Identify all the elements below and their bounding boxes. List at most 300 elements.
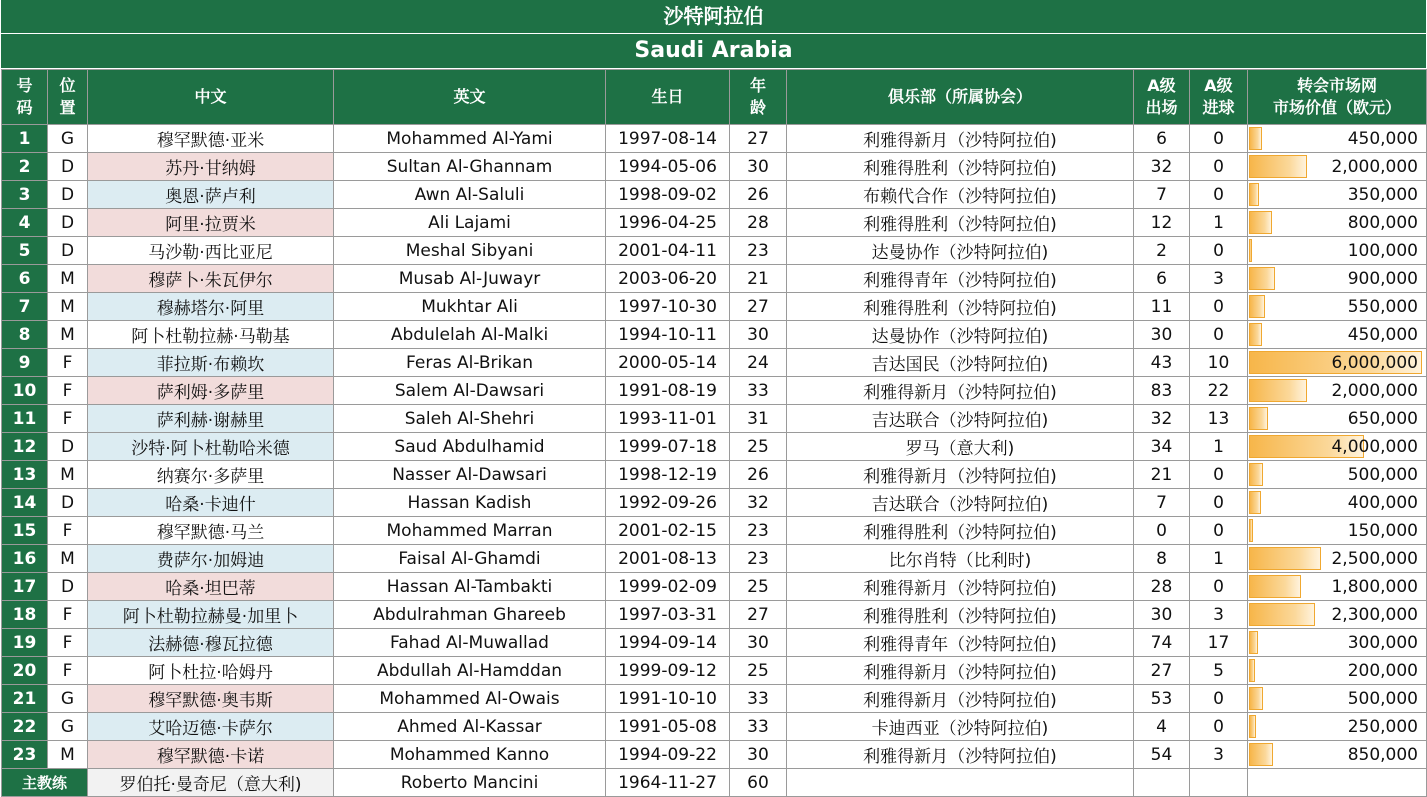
player-chinese-name[interactable]: 穆罕默德·奥韦斯 — [88, 685, 334, 713]
player-age[interactable]: 33 — [730, 713, 787, 741]
player-chinese-name[interactable]: 阿卜杜勒拉赫·马勒基 — [88, 321, 334, 349]
player-goals[interactable]: 0 — [1190, 153, 1248, 181]
header-age[interactable]: 年 龄 — [730, 70, 787, 125]
value-data-bar — [1249, 715, 1256, 738]
player-number[interactable]: 12 — [2, 433, 48, 461]
player-position[interactable]: F — [48, 377, 88, 405]
player-age[interactable]: 27 — [730, 601, 787, 629]
title-english[interactable]: Saudi Arabia — [1, 34, 1426, 69]
player-position[interactable]: F — [48, 517, 88, 545]
player-number[interactable]: 11 — [2, 405, 48, 433]
player-chinese-name[interactable]: 沙特·阿卜杜勒哈米德 — [88, 433, 334, 461]
table-row — [2, 377, 1427, 405]
player-goals[interactable]: 3 — [1190, 601, 1248, 629]
header-club[interactable]: 俱乐部（所属协会） — [787, 70, 1134, 125]
player-number[interactable]: 14 — [2, 489, 48, 517]
value-data-bar — [1249, 547, 1321, 570]
value-data-bar — [1249, 155, 1307, 178]
player-age[interactable]: 33 — [730, 685, 787, 713]
value-data-bar — [1249, 659, 1255, 682]
player-goals[interactable]: 1 — [1190, 209, 1248, 237]
player-market-value[interactable] — [1248, 461, 1427, 489]
player-caps[interactable]: 0 — [1134, 517, 1190, 545]
player-birthday[interactable]: 1994-05-06 — [606, 153, 730, 181]
player-number[interactable]: 18 — [2, 601, 48, 629]
player-club[interactable]: 吉达国民（沙特阿拉伯) — [787, 349, 1134, 377]
table-row — [2, 657, 1427, 685]
player-position[interactable]: F — [48, 405, 88, 433]
player-birthday[interactable]: 1999-07-18 — [606, 433, 730, 461]
player-position[interactable]: D — [48, 489, 88, 517]
player-english-name[interactable]: Mohammed Marran — [334, 517, 606, 545]
player-chinese-name[interactable]: 费萨尔·加姆迪 — [88, 545, 334, 573]
player-number[interactable]: 3 — [2, 181, 48, 209]
player-chinese-name[interactable]: 阿里·拉贾米 — [88, 209, 334, 237]
player-caps[interactable]: 34 — [1134, 433, 1190, 461]
player-number[interactable]: 17 — [2, 573, 48, 601]
player-caps[interactable]: 32 — [1134, 153, 1190, 181]
header-caps[interactable]: A级 出场 — [1134, 70, 1190, 125]
player-english-name[interactable]: Saud Abdulhamid — [334, 433, 606, 461]
player-caps[interactable]: 21 — [1134, 461, 1190, 489]
player-number[interactable]: 22 — [2, 713, 48, 741]
player-goals[interactable]: 3 — [1190, 265, 1248, 293]
player-club[interactable]: 利雅得新月（沙特阿拉伯) — [787, 685, 1134, 713]
value-data-bar — [1249, 239, 1252, 262]
player-position[interactable]: M — [48, 461, 88, 489]
player-number[interactable]: 5 — [2, 237, 48, 265]
player-market-value[interactable] — [1248, 405, 1427, 433]
player-chinese-name[interactable]: 萨利姆·多萨里 — [88, 377, 334, 405]
player-market-value[interactable] — [1248, 349, 1427, 377]
player-chinese-name[interactable]: 穆罕默德·马兰 — [88, 517, 334, 545]
player-caps[interactable]: 8 — [1134, 545, 1190, 573]
player-market-value[interactable] — [1248, 489, 1427, 517]
player-english-name[interactable]: Saleh Al-Shehri — [334, 405, 606, 433]
player-position[interactable]: D — [48, 181, 88, 209]
player-market-value[interactable] — [1248, 713, 1427, 741]
player-caps[interactable]: 6 — [1134, 125, 1190, 153]
player-position[interactable]: F — [48, 349, 88, 377]
empty-cell[interactable] — [787, 769, 1134, 797]
player-club[interactable]: 吉达联合（沙特阿拉伯) — [787, 489, 1134, 517]
player-birthday[interactable]: 1997-10-30 — [606, 293, 730, 321]
player-goals[interactable]: 0 — [1190, 713, 1248, 741]
table-row — [2, 125, 1427, 153]
table-row — [2, 517, 1427, 545]
player-market-value[interactable] — [1248, 125, 1427, 153]
player-birthday[interactable]: 1991-08-19 — [606, 377, 730, 405]
player-number[interactable]: 1 — [2, 125, 48, 153]
value-text: 6,000,000 — [1331, 352, 1418, 373]
player-goals[interactable]: 0 — [1190, 293, 1248, 321]
table-row — [2, 433, 1427, 461]
player-market-value[interactable] — [1248, 293, 1427, 321]
player-position[interactable]: M — [48, 265, 88, 293]
player-goals[interactable]: 13 — [1190, 405, 1248, 433]
player-position[interactable]: G — [48, 713, 88, 741]
player-caps[interactable]: 7 — [1134, 181, 1190, 209]
player-caps[interactable]: 7 — [1134, 489, 1190, 517]
player-position[interactable]: G — [48, 125, 88, 153]
player-club[interactable]: 利雅得胜利（沙特阿拉伯) — [787, 517, 1134, 545]
roster-table — [1, 69, 1427, 797]
value-data-bar — [1249, 295, 1265, 318]
player-english-name[interactable]: Sultan Al-Ghannam — [334, 153, 606, 181]
player-english-name[interactable]: Hassan Kadish — [334, 489, 606, 517]
player-english-name[interactable]: Musab Al-Juwayr — [334, 265, 606, 293]
player-goals[interactable]: 0 — [1190, 181, 1248, 209]
player-club[interactable]: 比尔肖特（比利时) — [787, 545, 1134, 573]
player-english-name[interactable]: Meshal Sibyani — [334, 237, 606, 265]
player-birthday[interactable]: 1998-09-02 — [606, 181, 730, 209]
player-position[interactable]: M — [48, 545, 88, 573]
player-birthday[interactable]: 1991-05-08 — [606, 713, 730, 741]
player-market-value[interactable] — [1248, 573, 1427, 601]
player-caps[interactable]: 32 — [1134, 405, 1190, 433]
player-english-name[interactable]: Ahmed Al-Kassar — [334, 713, 606, 741]
value-data-bar — [1249, 491, 1261, 514]
player-age[interactable]: 30 — [730, 321, 787, 349]
player-position[interactable]: M — [48, 321, 88, 349]
player-club[interactable]: 利雅得新月（沙特阿拉伯) — [787, 125, 1134, 153]
player-birthday[interactable]: 1999-02-09 — [606, 573, 730, 601]
player-goals[interactable]: 0 — [1190, 321, 1248, 349]
player-club[interactable]: 利雅得青年（沙特阿拉伯) — [787, 629, 1134, 657]
value-text: 900,000 — [1347, 268, 1418, 289]
player-chinese-name[interactable]: 穆罕默德·亚米 — [88, 125, 334, 153]
header-number[interactable]: 号 码 — [2, 70, 48, 125]
value-text: 300,000 — [1347, 632, 1418, 653]
player-goals[interactable]: 5 — [1190, 657, 1248, 685]
player-birthday[interactable]: 1993-11-01 — [606, 405, 730, 433]
player-chinese-name[interactable]: 穆赫塔尔·阿里 — [88, 293, 334, 321]
player-club[interactable]: 利雅得新月（沙特阿拉伯) — [787, 573, 1134, 601]
player-english-name[interactable]: Ali Lajami — [334, 209, 606, 237]
player-market-value[interactable] — [1248, 517, 1427, 545]
value-text: 650,000 — [1347, 408, 1418, 429]
table-row — [2, 629, 1427, 657]
value-text: 2,300,000 — [1331, 604, 1418, 625]
player-birthday[interactable]: 2000-05-14 — [606, 349, 730, 377]
coach-english-name[interactable]: Roberto Mancini — [334, 769, 606, 797]
player-chinese-name[interactable]: 穆萨卜·朱瓦伊尔 — [88, 265, 334, 293]
player-market-value[interactable] — [1248, 629, 1427, 657]
player-caps[interactable]: 28 — [1134, 573, 1190, 601]
player-number[interactable]: 19 — [2, 629, 48, 657]
player-club[interactable]: 利雅得胜利（沙特阿拉伯) — [787, 601, 1134, 629]
player-age[interactable]: 27 — [730, 293, 787, 321]
player-age[interactable]: 21 — [730, 265, 787, 293]
player-english-name[interactable]: Abdullah Al-Hamddan — [334, 657, 606, 685]
player-goals[interactable]: 1 — [1190, 433, 1248, 461]
player-english-name[interactable]: Mukhtar Ali — [334, 293, 606, 321]
player-club[interactable]: 罗马（意大利) — [787, 433, 1134, 461]
player-birthday[interactable]: 1997-08-14 — [606, 125, 730, 153]
value-data-bar — [1249, 519, 1253, 542]
player-chinese-name[interactable]: 苏丹·甘纳姆 — [88, 153, 334, 181]
player-number[interactable]: 16 — [2, 545, 48, 573]
player-position[interactable]: G — [48, 685, 88, 713]
player-club[interactable]: 利雅得青年（沙特阿拉伯) — [787, 265, 1134, 293]
player-position[interactable]: D — [48, 433, 88, 461]
table-row — [2, 153, 1427, 181]
player-caps[interactable]: 6 — [1134, 265, 1190, 293]
player-position[interactable]: M — [48, 293, 88, 321]
table-row — [2, 209, 1427, 237]
player-number[interactable]: 20 — [2, 657, 48, 685]
player-position[interactable]: M — [48, 741, 88, 769]
player-market-value[interactable] — [1248, 209, 1427, 237]
player-chinese-name[interactable]: 马沙勒·西比亚尼 — [88, 237, 334, 265]
player-position[interactable]: F — [48, 629, 88, 657]
player-club[interactable]: 利雅得胜利（沙特阿拉伯) — [787, 293, 1134, 321]
player-chinese-name[interactable]: 菲拉斯·布赖坎 — [88, 349, 334, 377]
player-caps[interactable]: 54 — [1134, 741, 1190, 769]
player-chinese-name[interactable]: 奥恩·萨卢利 — [88, 181, 334, 209]
player-birthday[interactable]: 2001-04-11 — [606, 237, 730, 265]
player-english-name[interactable]: Abdulrahman Ghareeb — [334, 601, 606, 629]
header-position[interactable]: 位 置 — [48, 70, 88, 125]
player-age[interactable]: 30 — [730, 629, 787, 657]
player-english-name[interactable]: Mohammed Al-Yami — [334, 125, 606, 153]
player-market-value[interactable] — [1248, 237, 1427, 265]
player-english-name[interactable]: Hassan Al-Tambakti — [334, 573, 606, 601]
player-position[interactable]: D — [48, 209, 88, 237]
player-market-value[interactable] — [1248, 181, 1427, 209]
empty-cell[interactable] — [1190, 769, 1248, 797]
value-data-bar — [1249, 463, 1263, 486]
player-caps[interactable]: 53 — [1134, 685, 1190, 713]
player-birthday[interactable]: 1994-09-22 — [606, 741, 730, 769]
player-club[interactable]: 吉达联合（沙特阿拉伯) — [787, 405, 1134, 433]
player-market-value[interactable] — [1248, 741, 1427, 769]
player-caps[interactable]: 30 — [1134, 321, 1190, 349]
player-goals[interactable]: 0 — [1190, 685, 1248, 713]
table-row — [2, 293, 1427, 321]
player-caps[interactable]: 4 — [1134, 713, 1190, 741]
player-goals[interactable]: 1 — [1190, 545, 1248, 573]
player-goals[interactable]: 3 — [1190, 741, 1248, 769]
coach-age[interactable]: 60 — [730, 769, 787, 797]
player-birthday[interactable]: 2001-02-15 — [606, 517, 730, 545]
player-number[interactable]: 15 — [2, 517, 48, 545]
coach-birthday[interactable]: 1964-11-27 — [606, 769, 730, 797]
player-age[interactable]: 23 — [730, 237, 787, 265]
value-text: 800,000 — [1347, 212, 1418, 233]
player-birthday[interactable]: 1992-09-26 — [606, 489, 730, 517]
value-text: 400,000 — [1347, 492, 1418, 513]
player-age[interactable]: 25 — [730, 657, 787, 685]
player-birthday[interactable]: 2001-08-13 — [606, 545, 730, 573]
player-number[interactable]: 4 — [2, 209, 48, 237]
player-position[interactable]: F — [48, 657, 88, 685]
table-row — [2, 741, 1427, 769]
table-row — [2, 601, 1427, 629]
player-chinese-name[interactable]: 穆罕默德·卡诺 — [88, 741, 334, 769]
player-age[interactable]: 33 — [730, 377, 787, 405]
table-row — [2, 237, 1427, 265]
value-data-bar — [1249, 267, 1275, 290]
player-number[interactable]: 7 — [2, 293, 48, 321]
player-age[interactable]: 24 — [730, 349, 787, 377]
value-data-bar — [1249, 211, 1272, 234]
player-english-name[interactable]: Salem Al-Dawsari — [334, 377, 606, 405]
player-club[interactable]: 卡迪西亚（沙特阿拉伯) — [787, 713, 1134, 741]
player-age[interactable]: 26 — [730, 461, 787, 489]
player-english-name[interactable]: Mohammed Kanno — [334, 741, 606, 769]
player-age[interactable]: 27 — [730, 125, 787, 153]
value-text: 350,000 — [1347, 184, 1418, 205]
table-row — [2, 349, 1427, 377]
player-market-value[interactable] — [1248, 377, 1427, 405]
player-number[interactable]: 10 — [2, 377, 48, 405]
player-birthday[interactable]: 2003-06-20 — [606, 265, 730, 293]
player-club[interactable]: 达曼协作（沙特阿拉伯) — [787, 237, 1134, 265]
header-market-value[interactable]: 转会市场网 市场价值（欧元） — [1248, 70, 1427, 125]
player-club[interactable]: 达曼协作（沙特阿拉伯) — [787, 321, 1134, 349]
table-row — [2, 685, 1427, 713]
player-goals[interactable]: 17 — [1190, 629, 1248, 657]
player-market-value[interactable] — [1248, 685, 1427, 713]
table-row — [2, 545, 1427, 573]
coach-chinese-name[interactable]: 罗伯托·曼奇尼（意大利) — [88, 769, 334, 797]
player-goals[interactable]: 0 — [1190, 517, 1248, 545]
player-chinese-name[interactable]: 法赫德·穆瓦拉德 — [88, 629, 334, 657]
player-market-value[interactable] — [1248, 601, 1427, 629]
player-age[interactable]: 23 — [730, 545, 787, 573]
table-row — [2, 405, 1427, 433]
table-row — [2, 181, 1427, 209]
player-caps[interactable]: 11 — [1134, 293, 1190, 321]
player-age[interactable]: 26 — [730, 181, 787, 209]
player-club[interactable]: 利雅得新月（沙特阿拉伯) — [787, 377, 1134, 405]
player-birthday[interactable]: 1994-09-14 — [606, 629, 730, 657]
value-data-bar — [1249, 379, 1307, 402]
player-club[interactable]: 利雅得胜利（沙特阿拉伯) — [787, 153, 1134, 181]
player-club[interactable]: 利雅得胜利（沙特阿拉伯) — [787, 209, 1134, 237]
player-caps[interactable]: 74 — [1134, 629, 1190, 657]
player-goals[interactable]: 10 — [1190, 349, 1248, 377]
player-caps[interactable]: 83 — [1134, 377, 1190, 405]
player-club[interactable]: 利雅得新月（沙特阿拉伯) — [787, 657, 1134, 685]
player-market-value[interactable] — [1248, 153, 1427, 181]
player-market-value[interactable] — [1248, 433, 1427, 461]
player-market-value[interactable] — [1248, 657, 1427, 685]
player-position[interactable]: D — [48, 237, 88, 265]
player-position[interactable]: D — [48, 573, 88, 601]
player-english-name[interactable]: Abdulelah Al-Malki — [334, 321, 606, 349]
value-data-bar — [1249, 407, 1268, 430]
player-age[interactable]: 28 — [730, 209, 787, 237]
player-number[interactable]: 23 — [2, 741, 48, 769]
player-number[interactable]: 2 — [2, 153, 48, 181]
value-data-bar — [1249, 183, 1259, 206]
table-row — [2, 321, 1427, 349]
empty-cell[interactable] — [1248, 769, 1427, 797]
player-market-value[interactable] — [1248, 545, 1427, 573]
player-club[interactable]: 利雅得新月（沙特阿拉伯) — [787, 741, 1134, 769]
player-chinese-name[interactable]: 萨利赫·谢赫里 — [88, 405, 334, 433]
player-club[interactable]: 布赖代合作（沙特阿拉伯) — [787, 181, 1134, 209]
player-position[interactable]: F — [48, 601, 88, 629]
header-birthday[interactable]: 生日 — [606, 70, 730, 125]
player-english-name[interactable]: Awn Al-Saluli — [334, 181, 606, 209]
player-chinese-name[interactable]: 阿卜杜拉·哈姆丹 — [88, 657, 334, 685]
value-text: 100,000 — [1347, 240, 1418, 261]
player-number[interactable]: 13 — [2, 461, 48, 489]
player-age[interactable]: 23 — [730, 517, 787, 545]
value-text: 2,000,000 — [1331, 380, 1418, 401]
player-market-value[interactable] — [1248, 265, 1427, 293]
player-english-name[interactable]: Fahad Al-Muwallad — [334, 629, 606, 657]
header-chinese-name[interactable]: 中文 — [88, 70, 334, 125]
player-birthday[interactable]: 1991-10-10 — [606, 685, 730, 713]
player-number[interactable]: 8 — [2, 321, 48, 349]
player-chinese-name[interactable]: 艾哈迈德·卡萨尔 — [88, 713, 334, 741]
player-market-value[interactable] — [1248, 321, 1427, 349]
value-text: 250,000 — [1347, 716, 1418, 737]
title-chinese[interactable]: 沙特阿拉伯 — [1, 0, 1426, 34]
value-text: 450,000 — [1347, 324, 1418, 345]
player-chinese-name[interactable]: 哈桑·卡迪什 — [88, 489, 334, 517]
player-goals[interactable]: 0 — [1190, 461, 1248, 489]
value-data-bar — [1249, 687, 1263, 710]
player-chinese-name[interactable]: 纳赛尔·多萨里 — [88, 461, 334, 489]
player-age[interactable]: 30 — [730, 741, 787, 769]
value-text: 500,000 — [1347, 464, 1418, 485]
header-english-name[interactable]: 英文 — [334, 70, 606, 125]
player-age[interactable]: 30 — [730, 153, 787, 181]
coach-label[interactable]: 主教练 — [2, 769, 88, 797]
player-club[interactable]: 利雅得新月（沙特阿拉伯) — [787, 461, 1134, 489]
player-age[interactable]: 25 — [730, 573, 787, 601]
player-age[interactable]: 32 — [730, 489, 787, 517]
player-caps[interactable]: 27 — [1134, 657, 1190, 685]
player-goals[interactable]: 22 — [1190, 377, 1248, 405]
player-birthday[interactable]: 1998-12-19 — [606, 461, 730, 489]
player-number[interactable]: 21 — [2, 685, 48, 713]
value-text: 4,000,000 — [1331, 436, 1418, 457]
player-caps[interactable]: 43 — [1134, 349, 1190, 377]
player-goals[interactable]: 0 — [1190, 573, 1248, 601]
player-goals[interactable]: 0 — [1190, 125, 1248, 153]
table-row — [2, 489, 1427, 517]
player-english-name[interactable]: Mohammed Al-Owais — [334, 685, 606, 713]
player-english-name[interactable]: Feras Al-Brikan — [334, 349, 606, 377]
player-number[interactable]: 6 — [2, 265, 48, 293]
player-age[interactable]: 31 — [730, 405, 787, 433]
player-chinese-name[interactable]: 哈桑·坦巴蒂 — [88, 573, 334, 601]
player-birthday[interactable]: 1999-09-12 — [606, 657, 730, 685]
player-caps[interactable]: 30 — [1134, 601, 1190, 629]
empty-cell[interactable] — [1134, 769, 1190, 797]
player-birthday[interactable]: 1994-10-11 — [606, 321, 730, 349]
player-birthday[interactable]: 1997-03-31 — [606, 601, 730, 629]
player-goals[interactable]: 0 — [1190, 237, 1248, 265]
player-birthday[interactable]: 1996-04-25 — [606, 209, 730, 237]
player-caps[interactable]: 12 — [1134, 209, 1190, 237]
player-number[interactable]: 9 — [2, 349, 48, 377]
header-goals[interactable]: A级 进球 — [1190, 70, 1248, 125]
player-english-name[interactable]: Nasser Al-Dawsari — [334, 461, 606, 489]
player-chinese-name[interactable]: 阿卜杜勒拉赫曼·加里卜 — [88, 601, 334, 629]
player-english-name[interactable]: Faisal Al-Ghamdi — [334, 545, 606, 573]
player-goals[interactable]: 0 — [1190, 489, 1248, 517]
player-age[interactable]: 25 — [730, 433, 787, 461]
player-caps[interactable]: 2 — [1134, 237, 1190, 265]
player-position[interactable]: D — [48, 153, 88, 181]
